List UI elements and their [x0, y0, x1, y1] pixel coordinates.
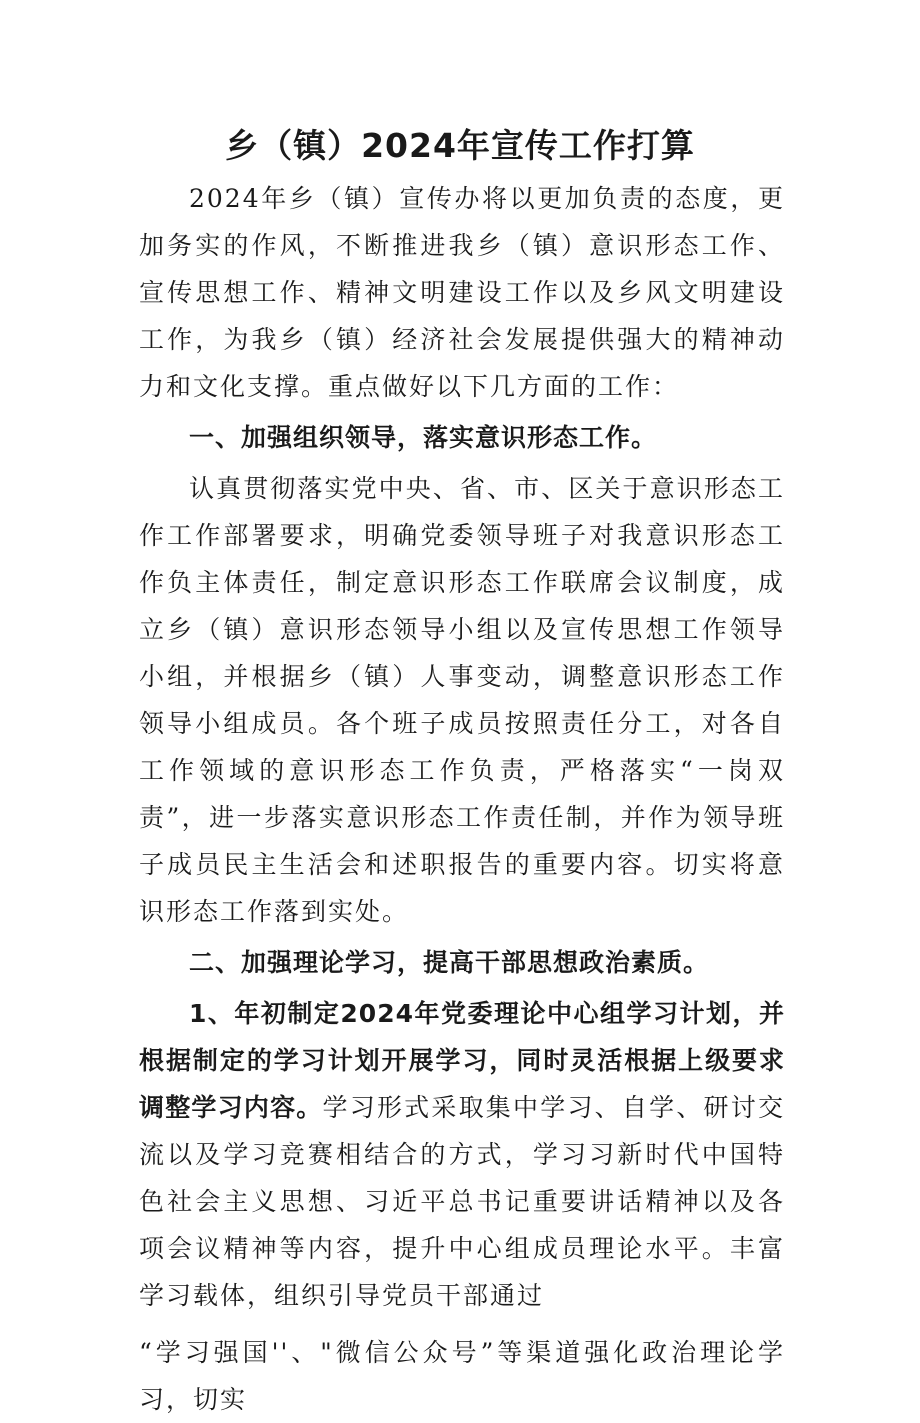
intro-paragraph: 2024年乡（镇）宣传办将以更加负责的态度，更加务实的作风，不断推进我乡（镇）意识形态工作、宣传思想工作、精神文明建设工作以及乡风文明建设工作，为我乡（镇）经济社会发展提供强大的精神动力和文化支撑。重点做好以下几方面的工作： [139, 184, 785, 401]
section-1-paragraph: 认真贯彻落实党中央、省、市、区关于意识形态工作工作部署要求，明确党委领导班子对我意识形态工作负主体责任，制定意识形态工作联席会议制度，成立乡（镇）意识形态领导小组以及宣传思想工作领导小组，并根据乡（镇）人事变动，调整意识形态工作领导小组成员。各个班子成员按照责任分工，对各自工作领域的意识形态工作负责，严格落实“一岗双责”，进一步落实意识形态工作责任制，并作为领导班子成员民主生活会和述职报告的重要内容。切实将意识形态工作落到实处。 [139, 474, 785, 926]
section-2-item-1-paragraph [139, 990, 785, 1319]
continuation-line: “学习强国''、"微信公众号”等渠道强化政治理论学习，切实 [139, 1338, 785, 1414]
document-body [139, 175, 785, 1423]
section-2-item-1-lead: 1、年初制定2024年党委理论中心组学习计划，并根据制定的学习计划开展学习，同时灵活根据上级要求调整学习内容。 [139, 999, 785, 1122]
section-2-heading: 二、加强理论学习，提高干部思想政治素质。 [189, 948, 710, 977]
section-2-item-1-body: 学习形式采取集中学习、自学、研讨交流以及学习竞赛相结合的方式，学习习新时代中国特色社会主义思想、习近平总书记重要讲话精神以及各项会议精神等内容，提升中心组成员理论水平。丰富学习载体，组织引导党员干部通过 [139, 1093, 785, 1310]
section-1-heading: 一、加强组织领导，落实意识形态工作。 [189, 423, 658, 452]
document-title: 乡（镇）2024年宣传工作打算 [225, 126, 695, 165]
